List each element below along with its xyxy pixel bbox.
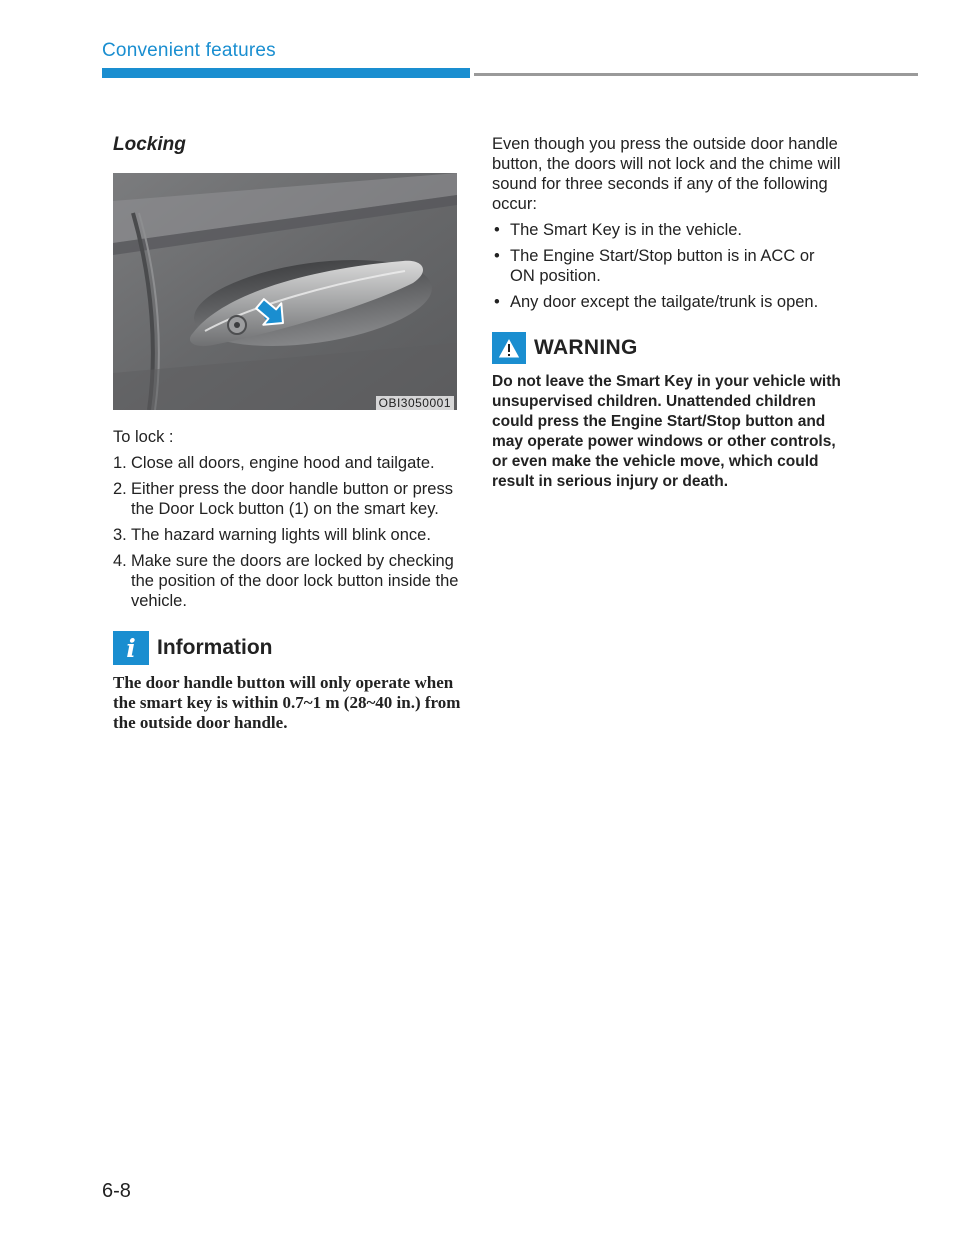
warning-title: WARNING	[534, 336, 638, 359]
list-item: 2. Either press the door handle button or press the Door Lock button (1) on the smart key.	[113, 480, 453, 518]
bullet-icon: •	[494, 247, 500, 265]
list-item: • The Smart Key is in the vehicle.	[494, 221, 743, 239]
locking-subtitle: Locking	[113, 134, 186, 155]
list-item: • Any door except the tailgate/trunk is open.	[494, 293, 819, 311]
header-rule-grey	[474, 73, 918, 76]
bullet-icon: •	[494, 293, 500, 311]
information-title: Information	[157, 636, 273, 659]
list-item: 3. The hazard warning lights will blink once.	[113, 526, 431, 544]
lock-steps-list	[113, 453, 463, 611]
door-handle-illustration	[113, 173, 457, 410]
conditions-list	[492, 220, 842, 312]
information-body: The door handle button will only operate when the smart key is within 0.7~1 m (28~40 in.) from the outside door handle.	[113, 673, 461, 732]
warning-body: Do not leave the Smart Key in your vehicle with unsupervised children. Unattended children could press the Engine Start/Stop button and may operate power windows or other controls, or even make the vehicle move, which could result in serious injury or death.	[492, 373, 841, 490]
door-handle-figure	[113, 173, 457, 410]
information-box	[113, 631, 463, 733]
page-number: 6-8	[102, 1180, 131, 1202]
warning-box	[492, 332, 842, 492]
bullet-icon: •	[494, 221, 500, 239]
conditions-intro: Even though you press the outside door handle button, the doors will not lock and the chime will sound for three seconds if any of the following occur:	[492, 135, 841, 213]
list-item: 1. Close all doors, engine hood and tailgate.	[113, 454, 435, 472]
list-item: 4. Make sure the doors are locked by checking the position of the door lock button inside the vehicle.	[113, 552, 459, 610]
information-header	[113, 631, 463, 665]
left-column	[113, 134, 463, 733]
list-item: • The Engine Start/Stop button is in ACC or ON position.	[494, 247, 815, 285]
info-icon: i	[113, 631, 149, 665]
right-column	[492, 134, 842, 492]
section-header: Convenient features	[102, 40, 276, 61]
header-rule-accent	[102, 68, 470, 78]
warning-header	[492, 332, 842, 364]
lock-intro: To lock :	[113, 428, 174, 446]
warning-triangle-icon	[492, 332, 526, 364]
figure-code: OBI3050001	[376, 396, 454, 410]
